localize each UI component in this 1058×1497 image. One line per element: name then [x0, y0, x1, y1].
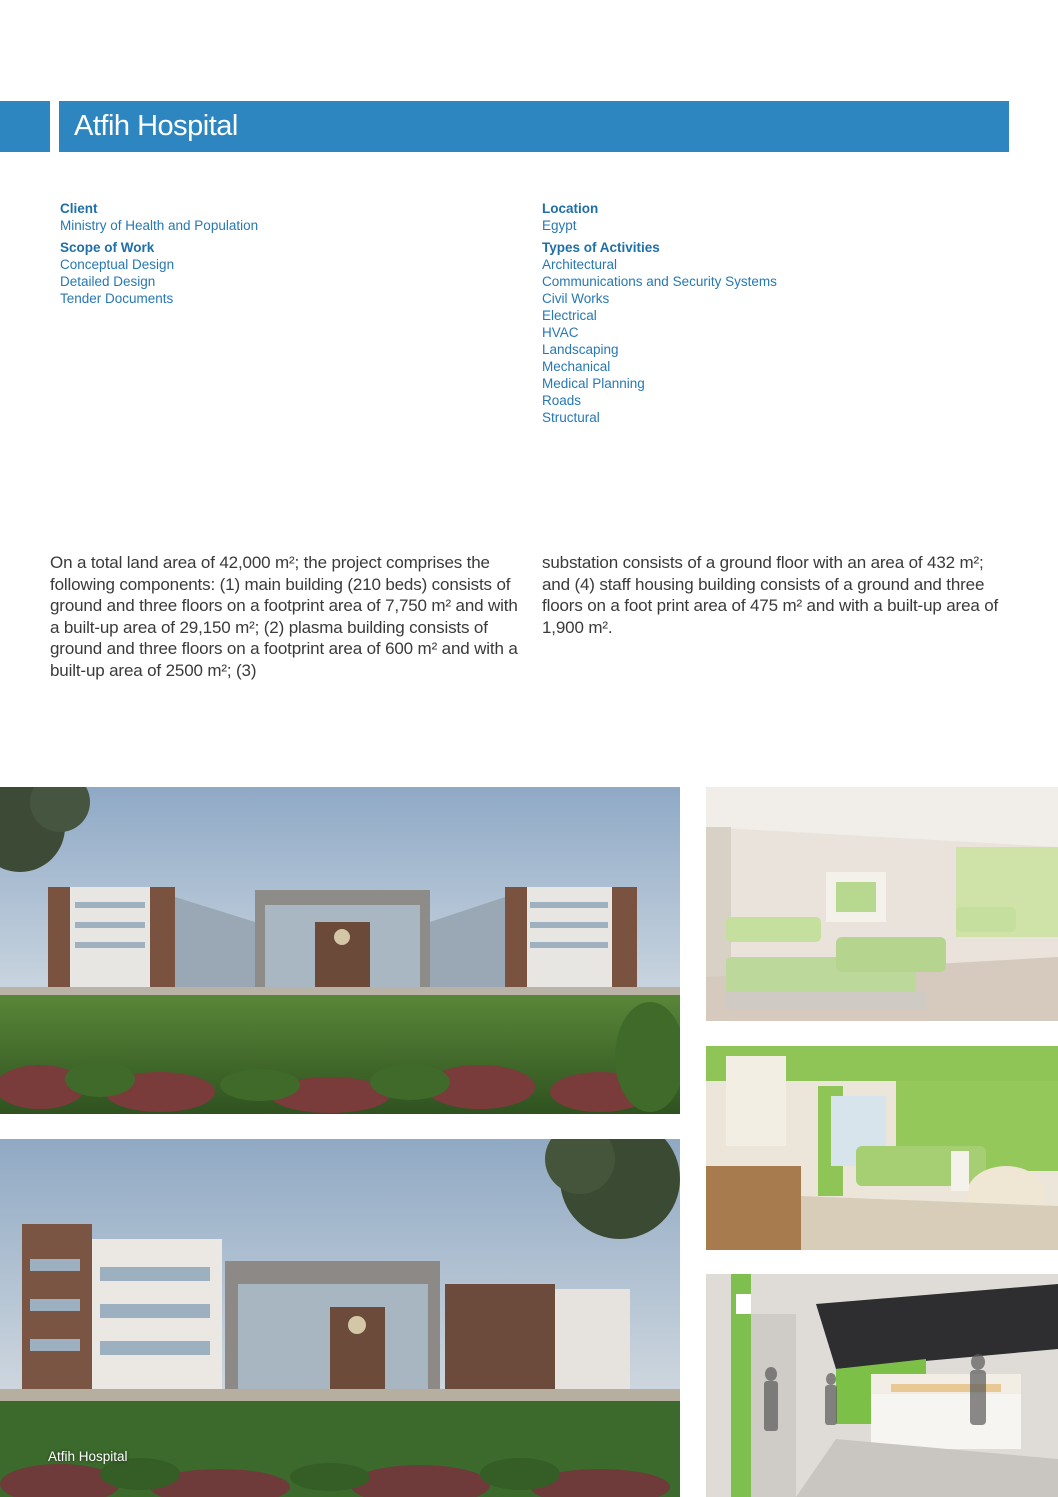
activity-item: Communications and Security Systems — [542, 274, 777, 289]
activities-label: Types of Activities — [542, 240, 660, 255]
activity-item: Civil Works — [542, 291, 610, 306]
page-title: Atfih Hospital — [74, 110, 238, 142]
activity-item: Medical Planning — [542, 376, 645, 391]
activity-item: Roads — [542, 393, 582, 408]
activity-item: Mechanical — [542, 359, 611, 374]
activity-item: HVAC — [542, 325, 579, 340]
exterior-render-front — [0, 787, 680, 1114]
client-label: Client — [60, 201, 98, 216]
title-banner — [59, 101, 1009, 152]
location-value: Egypt — [542, 218, 577, 233]
scope-item: Tender Documents — [60, 291, 174, 306]
project-info-right — [542, 200, 962, 426]
description-column-1: On a total land area of 42,000 m²; the project comprises the following components: (1) main building (210 beds) consists of ground and three floors on a footprint area of 7,750 m² and with a built-up area of 29,150 m²; (2) plasma building consists of ground and three floors on a footprint area of 600 m² and with a built-up area of 2500 m²; (3) — [50, 553, 518, 680]
client-value: Ministry of Health and Population — [60, 218, 259, 233]
project-info-left — [60, 200, 480, 307]
interior-render-patient-room — [706, 1046, 1058, 1250]
location-label: Location — [542, 201, 599, 216]
description-column-2: substation consists of a ground floor with an area of 432 m²; and (4) staff housing building consists of a ground and three floors on a foot print area of 475 m² and with a built-up area of 1,900 m². — [542, 553, 999, 637]
activity-item: Electrical — [542, 308, 597, 323]
header-accent-tab — [0, 101, 50, 152]
interior-render-reception — [706, 1274, 1058, 1497]
interior-render-ward — [706, 787, 1058, 1021]
scope-item: Conceptual Design — [60, 257, 175, 272]
exterior-render-perspective — [0, 1139, 680, 1497]
activity-item: Architectural — [542, 257, 618, 272]
image-caption: Atfih Hospital — [48, 1449, 128, 1464]
scope-label: Scope of Work — [60, 240, 155, 255]
activity-item: Structural — [542, 410, 600, 425]
scope-item: Detailed Design — [60, 274, 156, 289]
activity-item: Landscaping — [542, 342, 619, 357]
